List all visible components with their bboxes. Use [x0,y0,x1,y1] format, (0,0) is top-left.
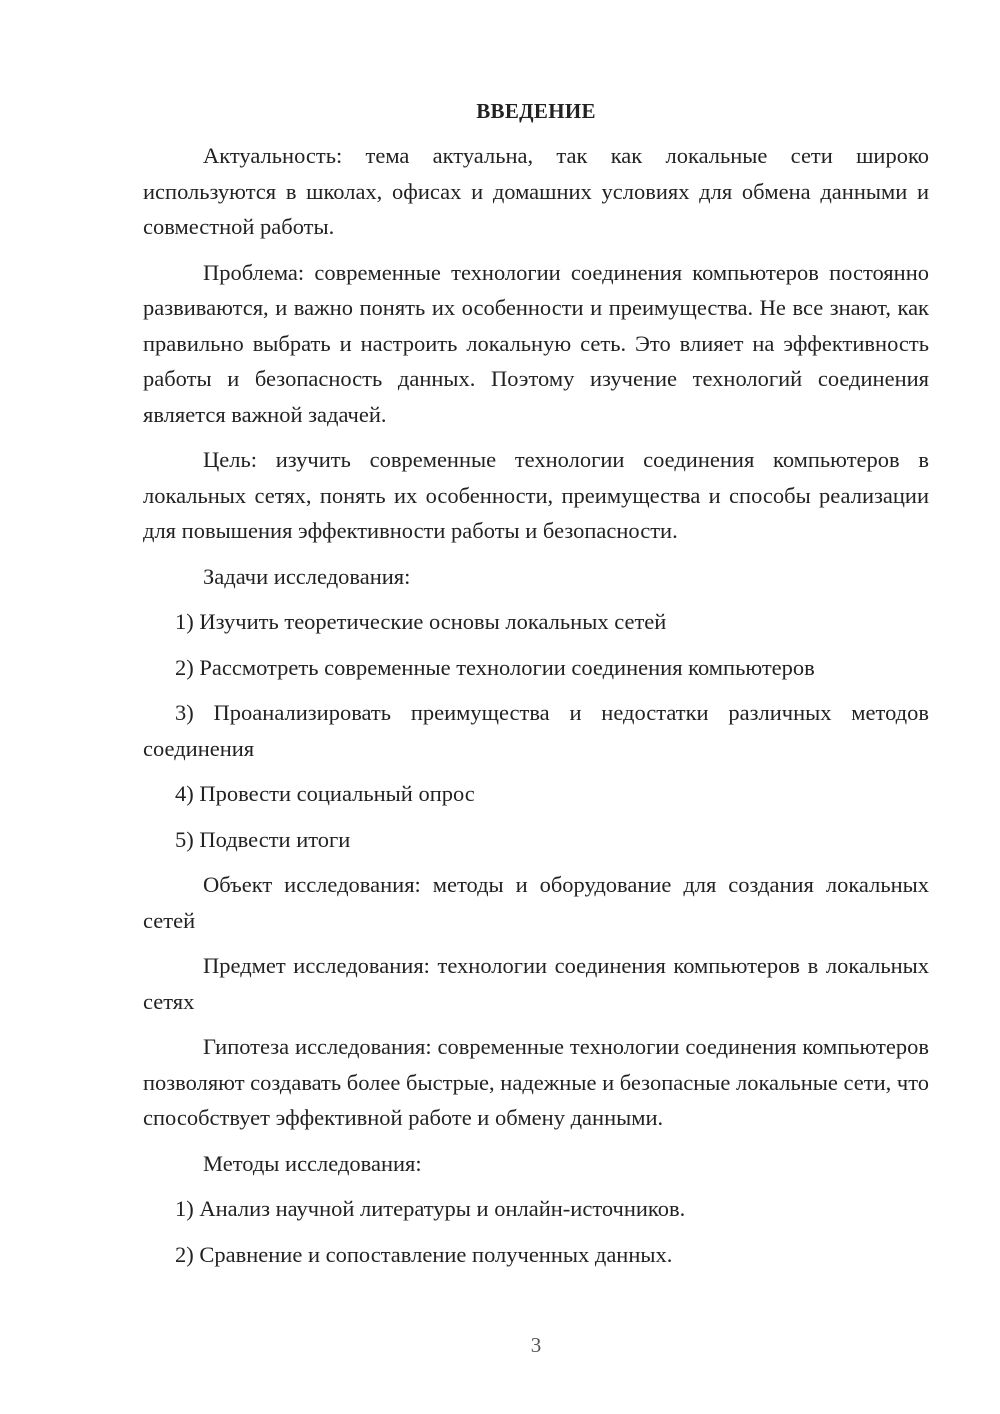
tasks-list [143,604,929,857]
object-paragraph: Объект исследования: методы и оборудование для создания локальных сетей [143,872,929,933]
page-number: 3 [530,1333,542,1357]
list-item: 1) Изучить теоретические основы локальных сетей [175,609,667,634]
relevance-paragraph: Актуальность: тема актуальна, так как локальные сети широко используются в школах, офисах и домашних условиях для обмена данными и совместной работы. [143,143,929,239]
section-title: ВВЕДЕНИЕ [476,99,596,123]
subject-paragraph: Предмет исследования: технологии соединения компьютеров в локальных сетях [143,953,929,1014]
problem-paragraph: Проблема: современные технологии соединения компьютеров постоянно развиваются, и важно понять их особенности и преимущества. Не все знают, как правильно выбрать и настроить локальную сеть. Это влияет на эффективность работы и безопасность данных. Поэтому изучение технологий соединения является важной задачей. [143,259,929,427]
methods-heading: Методы исследования: [203,1150,422,1176]
list-item: 1) Анализ научной литературы и онлайн-источников. [175,1196,686,1221]
methods-list [143,1191,929,1272]
goal-paragraph: Цель: изучить современные технологии соединения компьютеров в локальных сетях, понять их особенности, преимущества и способы реализации для повышения эффективности работы и безопасности. [143,447,929,543]
list-item: 2) Рассмотреть современные технологии соединения компьютеров [175,654,815,680]
list-item: 3) Проанализировать преимущества и недостатки различных методов соединения [143,700,929,761]
list-item: 2) Сравнение и сопоставление полученных данных. [175,1241,673,1267]
list-item: 5) Подвести итоги [175,826,351,852]
list-item: 4) Провести социальный опрос [175,781,475,806]
hypothesis-paragraph: Гипотеза исследования: современные технологии соединения компьютеров позволяют создавать более быстрые, надежные и безопасные локальные сети, что способствует эффективной работе и обмену данными. [143,1034,929,1130]
tasks-heading: Задачи исследования: [203,563,411,589]
document-body [143,94,929,1282]
